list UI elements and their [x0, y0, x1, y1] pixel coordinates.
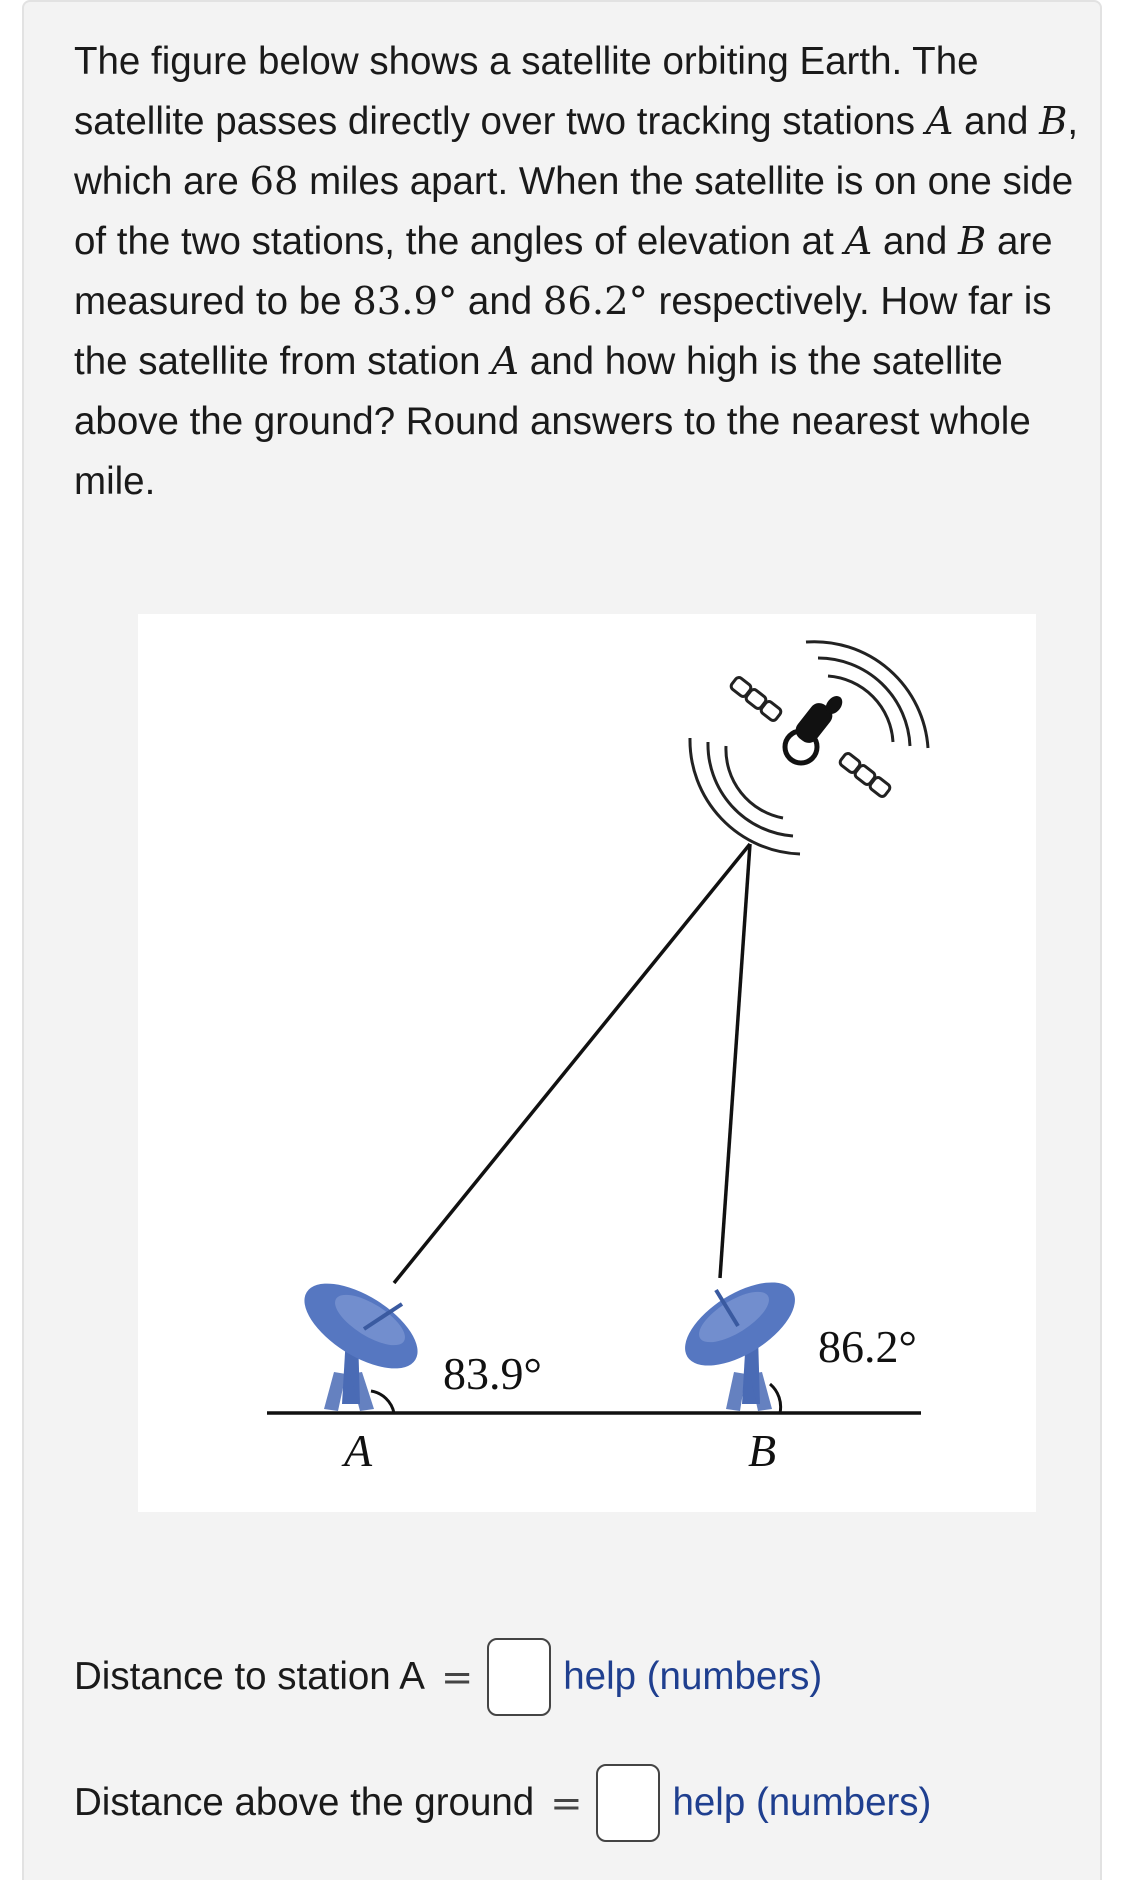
angle-a-label: 83.9°	[443, 1348, 542, 1399]
math-station-a: A	[844, 219, 873, 264]
question-text-part: miles apart. When the satellite is on one side of the two stations, the angles of elevation at	[74, 160, 1074, 263]
math-station-b: B	[1039, 99, 1068, 144]
math-angle-a: 83.9°	[352, 279, 458, 324]
satellite-figure	[138, 614, 1036, 1512]
math-angle-b: 86.2°	[542, 279, 648, 324]
satellite-dish-b-icon	[672, 1266, 809, 1411]
question-text-part: respectively. How far is the satellite from station	[74, 280, 1052, 383]
math-station-b: B	[957, 219, 987, 264]
station-b-label: B	[748, 1425, 777, 1476]
height-label: Distance above the ground	[74, 1781, 535, 1824]
question-card	[22, 0, 1102, 1880]
math-distance: 68	[249, 159, 299, 204]
figure-diagram	[138, 614, 1036, 1512]
distance-a-help-link[interactable]: help (numbers)	[563, 1655, 823, 1698]
distance-a-input[interactable]	[487, 1638, 551, 1716]
equals-sign: =	[440, 1654, 474, 1700]
math-station-a: A	[491, 339, 520, 384]
answer-row-distance-a	[74, 1635, 822, 1719]
math-station-a: A	[925, 99, 954, 144]
station-a-label: A	[344, 1425, 373, 1476]
question-text-part: , which are	[74, 100, 1079, 203]
distance-a-label: Distance to station A	[74, 1655, 425, 1698]
answer-row-height	[74, 1761, 931, 1845]
equals-sign: =	[550, 1780, 583, 1826]
satellite-dish-a-icon	[291, 1267, 431, 1411]
question-text-part: and how high is the satellite above the ground? Round answers to the nearest whole mile.	[74, 340, 1031, 503]
question-text-part: and	[953, 100, 1040, 143]
angle-arc-a	[371, 1391, 394, 1413]
height-input[interactable]	[596, 1764, 660, 1842]
question-text-part: and	[872, 220, 958, 263]
satellite-icon	[690, 642, 928, 854]
question-text-part: and	[457, 280, 543, 323]
question-text	[74, 32, 1104, 512]
sight-line-b	[720, 844, 750, 1278]
question-text-part: The figure below shows a satellite orbiting Earth. The satellite passes directly over two tracking stations	[74, 40, 979, 143]
angle-b-label: 86.2°	[818, 1321, 917, 1372]
height-help-link[interactable]: help (numbers)	[672, 1781, 932, 1824]
question-text-part: are measured to be	[74, 220, 1053, 323]
sight-line-a	[394, 844, 750, 1283]
